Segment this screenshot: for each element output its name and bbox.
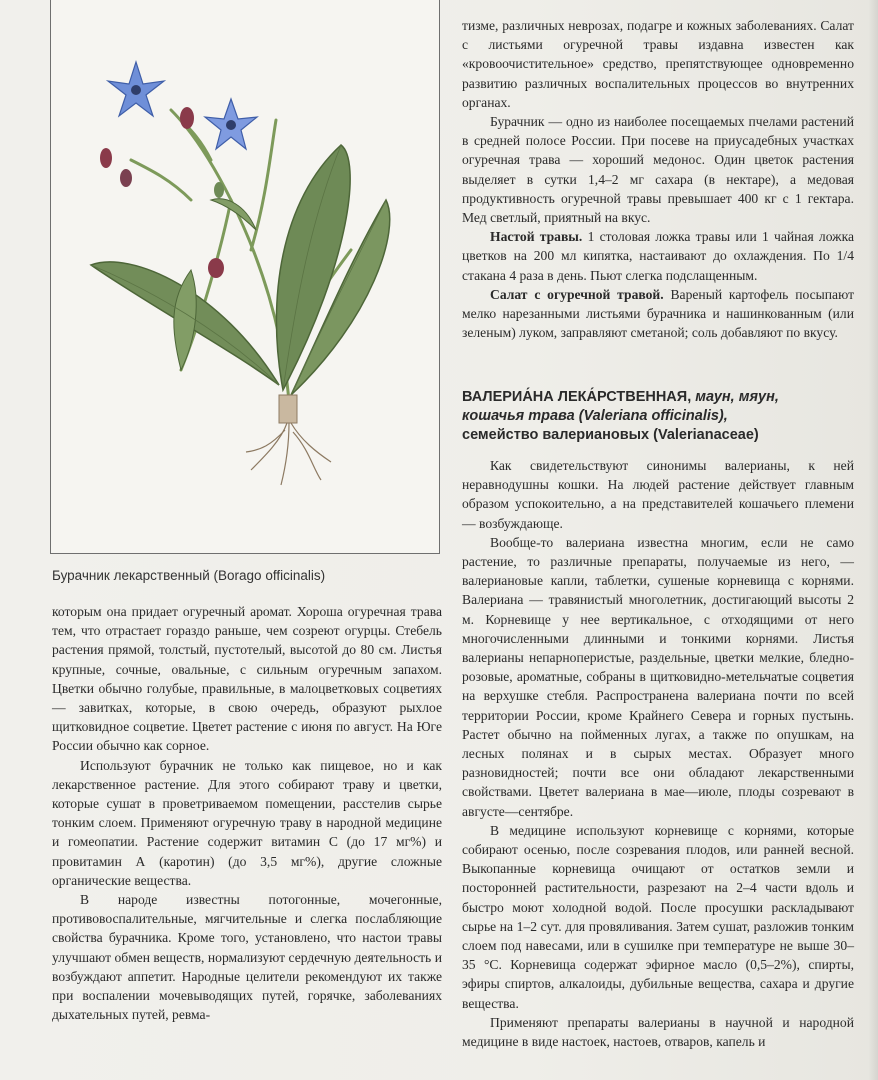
paragraph: Бурачник — одно из наиболее посещаемых пчелами растений в средней полосе России. При посеве на приусадебных участках огуречная трава — хороший медонос. Один цветок растения выделяет в сутки 1,4–2 мг сахара (в нектаре), а медовая продуктивность огуречной травы превышает 400 кг с 1 гектара. Мед светлый, приятный на вкус. (462, 114, 854, 226)
paragraph: Как свидетельствуют синонимы валерианы, к ней неравнодушны кошки. На людей растение действует главным образом успокоительно, а на представителей кошачьего племени — возбуждающе. (462, 458, 854, 531)
heading-title: ВАЛЕРИА́НА ЛЕКА́РСТВЕННАЯ, (462, 389, 692, 405)
paragraph: В народе известны потогонные, мочегонные, противовоспалительные, мягчительные и слегка послабляющие свойства бурачника. Кроме того, установлено, что настои травы улучшают обмен веществ, нормализуют сердечную деятельность и возбуждают аппетит. Народные целители рекомендуют их также при воспалении мочевыводящих путей, горячке, заболеваниях дыхательных путей, ревма- (52, 892, 442, 1023)
recipe-text: 1 столовая ложка травы или 1 чайная ложка цветков на 200 мл кипятка, настаивают до охлаждения. По 1/4 стакана 4 раза в день. Пьют слегка подслащенным. (462, 229, 854, 283)
flower-bud (208, 258, 224, 278)
heading-synonyms: маун, мяун, (691, 389, 779, 405)
recipe-title: Салат с огуречной травой. (490, 286, 664, 302)
leaf-shape (211, 199, 256, 230)
borage-illustration-frame (50, 0, 440, 554)
recipe-paragraph (462, 227, 854, 285)
illustration-caption: Бурачник лекарственный (Borago officinalis) (52, 568, 326, 583)
section-heading (462, 388, 862, 445)
roots (246, 423, 331, 485)
flower-bud (120, 169, 132, 187)
paragraph: Применяют препараты валерианы в научной и народной медицине в виде настоек, настоев, отваров, капель и (462, 1014, 854, 1050)
recipe-title: Настой травы. (490, 229, 583, 245)
blue-flower (108, 62, 164, 116)
right-text-column-top (462, 16, 854, 342)
paragraph: Вообще-то валериана известна многим, если не само растение, то различные препараты, получаемые из него, — валериановые капли, таблетки, сушеные корневища с корнями. Валериана — травянистый многолетник, достигающий высоты 2 м. Корневище у нее вертикальное, с отходящими от него многочисленными длинными и тонкими корнями. Листья валерианы непарноперистые, раздельные, цветки мелкие, бледно-розовые, ароматные, собраны в щитковидно-метельчатые соцветия на верхушке стебля. Распространена валериана почти по всей территории России, кроме Крайнего Севера и горных пустынь. Растет обычно на пойменных лугах, а также по опушкам, на лесных полянах и в сырых местах. Образует много разновидностей; почти все они обладают лекарственными свойствами. Цветет валериана в мае—июле, плоды созревают в августе—сентябре. (462, 534, 854, 819)
heading-line3: семейство валериановых (Valerianaceae) (462, 427, 759, 443)
right-text-column-bottom (462, 456, 854, 1051)
paragraph: тизме, различных неврозах, подагре и кожных заболеваниях. Салат с листьями огуречной травы издавна известен как «кровоочистительное» средство, препятствующее одновременно развитию различных воспалительных процессов во внутренних органах. (462, 18, 854, 110)
paragraph: Используют бурачник не только как пищевое, но и как лекарственное растение. Для этого собирают траву и цветки, которые сушат в проветриваемом помещении, расстелив сырье тонким слоем. Применяют огуречную траву в народной медицине и гомеопатии. Растение содержит витамин С (до 17 мг%) и провитамин А (каротин) (до 3,5 мг%), другие сложные органические вещества. (52, 757, 442, 888)
paragraph: которым она придает огуречный аромат. Хороша огуречная трава тем, что отрастает гораздо раньше, чем созреют огурцы. Стебель растения прямой, толстый, пустотелый, высотой до 80 см. Листья крупные, сочные, овальные, с сильным огуречным запахом. Цветки обычно голубые, правильные, в малоцветковых соцветиях — завитках, которые, в свою очередь, образуют рыхлое щитковидное соцветие. Цветет растение с июня по август. На Юге России обычно как сорное. (52, 604, 442, 754)
recipe-text: Вареный картофель посыпают мелко нарезанными листьями бурачника и нашинкованным (или зеленым) луком, заправляют сметаной; соль добавляют по вкусу. (462, 286, 855, 341)
page-fold-shadow (868, 0, 878, 1080)
flower-bud (214, 182, 224, 198)
paragraph: В медицине используют корневище с корнями, которые собирают осенью, после созревания плодов, или ранней весной. Выкопанные корневища очищают от остатков земли и посторонней растительности, разрезают на 2–4 части вдоль и быстро моют холодной водой. После просушки раскладывают сырье на 1–2 сут. для провяливания. Затем сушат, разложив тонким слоем под навесами, или в сушилке при температуре не выше 30–35 °С. Корневища содержат эфирное масло (0,5–2%), спирты, эфиры спиртов, алкалоиды, дубильные вещества, сахара и другие вещества. (462, 822, 854, 1011)
left-text-column (52, 602, 442, 1024)
flower-bud (100, 148, 112, 168)
flower-bud (180, 107, 194, 129)
recipe-paragraph (462, 285, 854, 343)
blue-flower (205, 99, 257, 149)
borage-illustration (51, 0, 439, 553)
heading-line2: кошачья трава (Valeriana officinalis), (462, 408, 728, 424)
